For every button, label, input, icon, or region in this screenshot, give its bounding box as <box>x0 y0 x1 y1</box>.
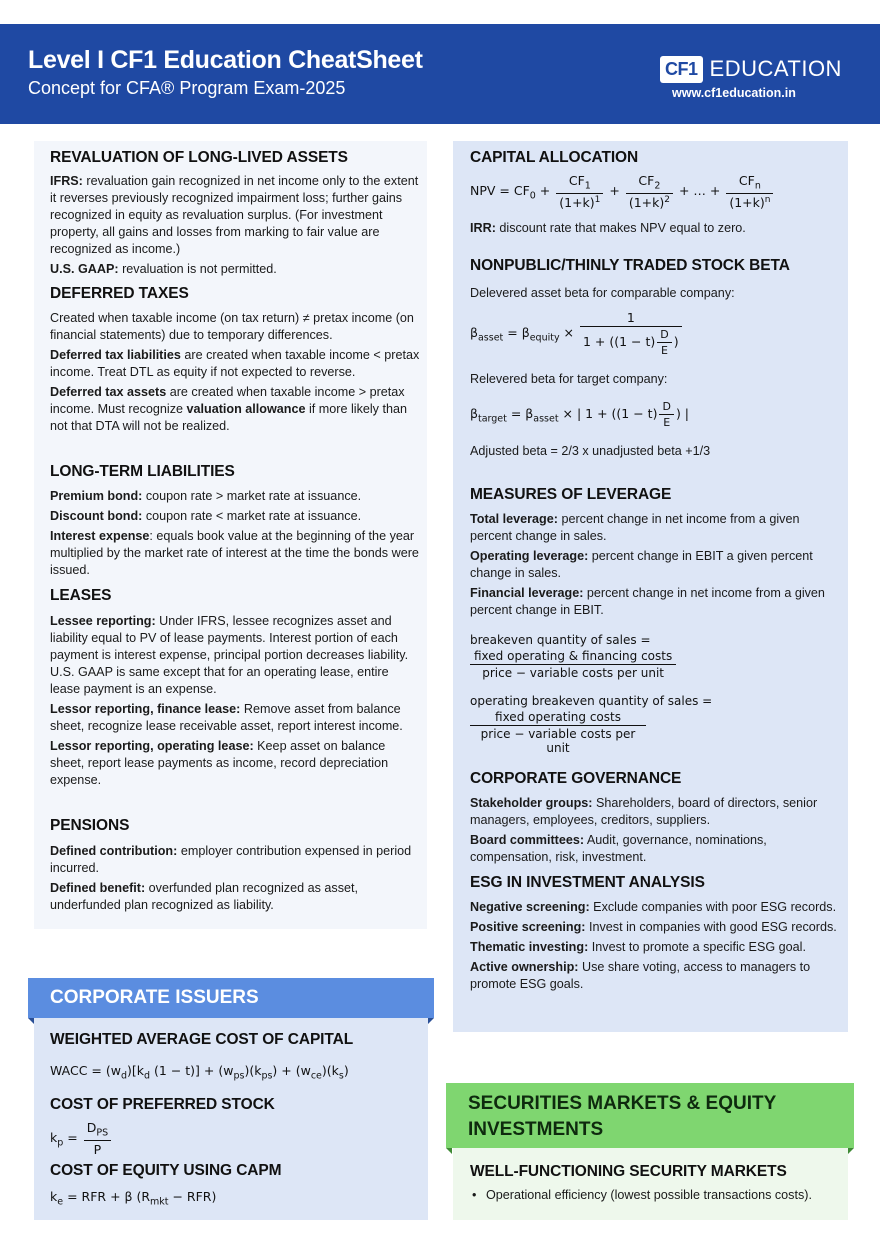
active-ownership-paragraph: Active ownership: Use share voting, access to managers to promote ESG goals. <box>470 960 811 991</box>
section-pensions <box>50 817 422 914</box>
dc-paragraph: Defined contribution: employer contribution expensed in period incurred. <box>50 844 412 875</box>
section-heading: LEASES <box>50 587 112 604</box>
gaap-paragraph: U.S. GAAP: revaluation is not permitted. <box>50 262 277 276</box>
section-revaluation <box>50 149 422 278</box>
tab-fold <box>28 1018 34 1024</box>
operating-breakeven-numerator: fixed operating costs <box>470 710 646 726</box>
capm-formula: $k_e$ = RFR + β $(R_{mkt} - RFR)$ <box>50 1189 217 1208</box>
section-heading: CORPORATE GOVERNANCE <box>470 770 682 787</box>
npv-formula: NPV = $CF_0$ + $\frac{CF_1}{(1+k)^1}$ + $\frac{CF_2}{(1+k)^2}$ + … + $\frac{CF_n}{(1+k)^n}$ <box>470 173 842 210</box>
list-item: • Operational efficiency (lowest possible transactions costs). <box>470 1187 842 1204</box>
corporate-issuers-tab <box>28 978 434 1018</box>
section-heading: COST OF EQUITY USING CAPM <box>50 1162 282 1179</box>
section-security-markets <box>470 1163 842 1204</box>
irr-paragraph: IRR: discount rate that makes NPV equal to zero. <box>470 220 746 235</box>
board-paragraph: Board committees: Audit, governance, nominations, compensation, risk, investment. <box>470 833 767 864</box>
negative-screening-paragraph: Negative screening: Exclude companies with poor ESG records. <box>470 900 837 914</box>
brand-logo <box>660 52 842 86</box>
tab-label: SECURITIES MARKETS & EQUITY INVESTMENTS <box>468 1093 776 1140</box>
section-heading: ESG IN INVESTMENT ANALYSIS <box>470 874 705 891</box>
thematic-paragraph: Thematic investing: Invest to promote a specific ESG goal. <box>470 940 806 954</box>
positive-screening-paragraph: Positive screening: Invest in companies with good ESG records. <box>470 920 837 934</box>
section-heading: PENSIONS <box>50 817 130 834</box>
interest-paragraph: Interest expense: equals book value at the beginning of the year multiplied by the market rate of interest at the time the bonds were issued. <box>50 529 419 577</box>
deferred-intro: Created when taxable income (on tax return) ≠ pretax income (on financial statements) due to temporary differences. <box>50 311 414 342</box>
section-capm <box>50 1162 422 1208</box>
lessor-finance-paragraph: Lessor reporting, finance lease: Remove asset from balance sheet, recognize lease receivable asset, report interest income. <box>50 702 403 733</box>
site-url[interactable]: www.cf1education.in <box>672 86 796 100</box>
page-header <box>0 24 880 124</box>
logo-mark: CF1 <box>660 56 703 83</box>
section-esg <box>470 874 842 993</box>
breakeven-denominator: price − variable costs per unit <box>482 666 664 680</box>
section-heading: CAPITAL ALLOCATION <box>470 149 639 166</box>
section-heading: COST OF PREFERRED STOCK <box>50 1096 275 1113</box>
breakeven-formula <box>470 633 842 680</box>
section-leverage <box>470 486 842 755</box>
section-capital-allocation <box>470 149 842 237</box>
securities-tab <box>446 1083 854 1148</box>
breakeven-numerator: fixed operating & financing costs <box>470 649 676 665</box>
logo-word: EDUCATION <box>709 56 842 81</box>
section-heading: REVALUATION OF LONG-LIVED ASSETS <box>50 149 348 166</box>
section-preferred-stock <box>50 1096 422 1157</box>
section-heading: WELL-FUNCTIONING SECURITY MARKETS <box>470 1163 787 1180</box>
relevered-text: Relevered beta for target company: <box>470 372 668 386</box>
section-heading: MEASURES OF LEVERAGE <box>470 486 672 503</box>
ifrs-paragraph: IFRS: revaluation gain recognized in net income only to the extent it reverses previously recognized impairment loss; further gains recognized in equity as revaluation surplus. (For investment property, all gains and losses from marking to fair value are recognized as income.) <box>50 174 419 256</box>
tab-fold <box>446 1148 452 1154</box>
delevered-formula: $\beta_{asset} = \beta_{equity}$ × 1 1 + ((1 − t) $\frac{D}{E}$ ) <box>470 310 842 357</box>
breakeven-lhs: breakeven quantity of sales = <box>470 633 651 647</box>
section-heading: NONPUBLIC/THINLY TRADED STOCK BETA <box>470 257 790 274</box>
section-wacc <box>50 1031 422 1082</box>
lessor-operating-paragraph: Lessor reporting, operating lease: Keep asset on balance sheet, report lease payments as income, record depreciation expense. <box>50 739 389 787</box>
operating-breakeven-lhs: operating breakeven quantity of sales = <box>470 694 713 708</box>
dtl-paragraph: Deferred tax liabilities are created when taxable income < pretax income. Treat DTL as equity if not expected to reverse. <box>50 348 420 379</box>
tab-label: CORPORATE ISSUERS <box>50 987 259 1008</box>
section-heading: WEIGHTED AVERAGE COST OF CAPITAL <box>50 1031 354 1048</box>
discount-paragraph: Discount bond: coupon rate < market rate at issuance. <box>50 509 362 523</box>
financial-leverage-paragraph: Financial leverage: percent change in net income from a given percent change in EBIT. <box>470 586 825 617</box>
premium-paragraph: Premium bond: coupon rate > market rate at issuance. <box>50 489 362 503</box>
stakeholder-paragraph: Stakeholder groups: Shareholders, board of directors, senior managers, employees, creditors, suppliers. <box>470 796 818 827</box>
db-paragraph: Defined benefit: overfunded plan recognized as asset, underfunded plan recognized as liability. <box>50 881 358 912</box>
security-markets-list <box>470 1187 842 1204</box>
section-governance <box>470 770 842 866</box>
total-leverage-paragraph: Total leverage: percent change in net income from a given percent change in sales. <box>470 512 800 543</box>
operating-breakeven-formula <box>470 694 842 755</box>
section-beta <box>470 257 842 460</box>
adjusted-beta-text: Adjusted beta = 2/3 x unadjusted beta +1/3 <box>470 444 711 458</box>
tab-fold <box>848 1148 854 1154</box>
wacc-formula: WACC = $(w_d)[k_d$ $(1 - t)] + (w_{ps})(k_{ps}) + (w_{ce})(k_s)$ <box>50 1063 349 1082</box>
section-long-term-liabilities <box>50 463 422 579</box>
lessee-paragraph: Lessee reporting: Under IFRS, lessee recognizes asset and liability equal to PV of lease payments. Interest portion of each payment is interest expense, principal portion decreases liability. U.S. GAAP is same except that for an operating lease, entire lease payment is an expense. <box>50 614 409 696</box>
dta-paragraph: Deferred tax assets are created when taxable income > pretax income. Must recognize valuation allowance if more likely than not that DTA will not be realized. <box>50 385 407 433</box>
page-title: Level I CF1 Education CheatSheet <box>28 46 423 74</box>
relevered-formula: $\beta_{target} = \beta_{asset}$ × | 1 + ((1 − t) $\frac{D}{E}$ ) | <box>470 400 690 429</box>
tab-fold <box>428 1018 434 1024</box>
section-heading: LONG-TERM LIABILITIES <box>50 463 235 480</box>
operating-leverage-paragraph: Operating leverage: percent change in EBIT a given percent change in sales. <box>470 549 813 580</box>
operating-breakeven-denominator: price − variable costs per unit <box>480 727 636 755</box>
section-heading: DEFERRED TAXES <box>50 285 189 302</box>
delevered-text: Delevered asset beta for comparable company: <box>470 286 735 300</box>
section-leases <box>50 587 422 789</box>
page-subtitle: Concept for CFA® Program Exam-2025 <box>28 78 346 98</box>
preferred-formula: $k_p$ = $\frac{D_{PS}}{P}$ <box>50 1120 422 1157</box>
section-deferred-taxes <box>50 285 422 435</box>
